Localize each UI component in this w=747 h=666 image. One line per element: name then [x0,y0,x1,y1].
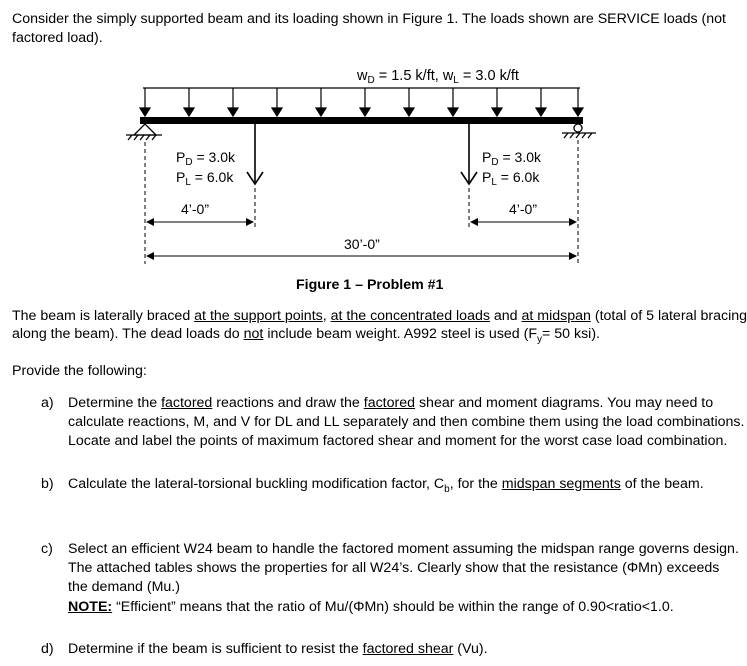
item-b-label: b) [41,476,54,492]
item-c-line-2: The attached tables shows the properties for all W24’s. Clearly show that the resistance (ΦMn) exceeds [68,560,720,576]
distributed-load-arrows [140,88,583,116]
intro-line-1: Consider the simply supported beam and its loading shown in Figure 1. The loads shown are SERVICE loads (not [12,11,726,27]
item-d-label: d) [41,641,54,657]
distributed-load-label: $w_D = 1.5$ k/ft, $w_L = 3.0$ k/ft [357,68,519,86]
span-dimension-label: 30’-0” [344,236,380,252]
item-a-line-3: Locate and label the points of maximum factored shear and moment for the worst case load combination. [68,433,728,449]
item-c-line-1: Select an efficient W24 beam to handle the factored moment assuming the midspan range governs design. [68,541,739,557]
right-dimension-label: 4’-0” [509,201,538,217]
right-load-pd: $P_D = 3.0k$ [482,149,541,168]
right-point-load-arrow [461,124,477,184]
bracing-line-2: along the beam). The dead loads do not include beam weight. A992 steel is used ($F_y= 50$ ksi). [12,326,600,345]
left-dimension-label: 4’-0” [181,201,210,217]
beam [140,117,583,124]
bracing-line-1: The beam is laterally braced at the support points, at the concentrated loads and at midspan (total of 5 lateral bracing [12,308,747,324]
right-load-pl: $P_L = 6.0k$ [482,169,540,188]
left-load-pd: $P_D = 3.0k$ [176,149,235,168]
provide-heading: Provide the following: [12,363,147,379]
left-load-pl: $P_L = 6.0k$ [176,169,234,188]
item-a-label: a) [41,395,54,411]
left-pin-support [126,124,162,140]
item-c-label: c) [41,541,53,557]
item-d-line-1: Determine if the beam is sufficient to resist the factored shear (Vu). [68,641,488,657]
item-b-line-1: Calculate the lateral-torsional buckling modification factor, $C_b$, for the midspan segments of the beam. [68,476,704,495]
item-a-line-1: Determine the factored reactions and draw the factored shear and moment diagrams. You may need to [68,395,714,411]
right-roller-support [562,124,596,138]
beam-figure [0,0,727,300]
figure-caption: Figure 1 – Problem #1 [296,277,444,293]
item-c-line-3: the demand (Mu.) [68,579,180,595]
item-a-line-2: calculate reactions, M, and V for DL and LL separately and then combine them using the load combinations. [68,414,745,430]
item-c-note: NOTE: “Efficient” means that the ratio of Mu/(ΦMn) should be within the range of 0.90<ratio<1.0. [68,599,674,615]
left-point-load-arrow [247,124,263,184]
intro-line-2: factored load). [12,30,103,46]
